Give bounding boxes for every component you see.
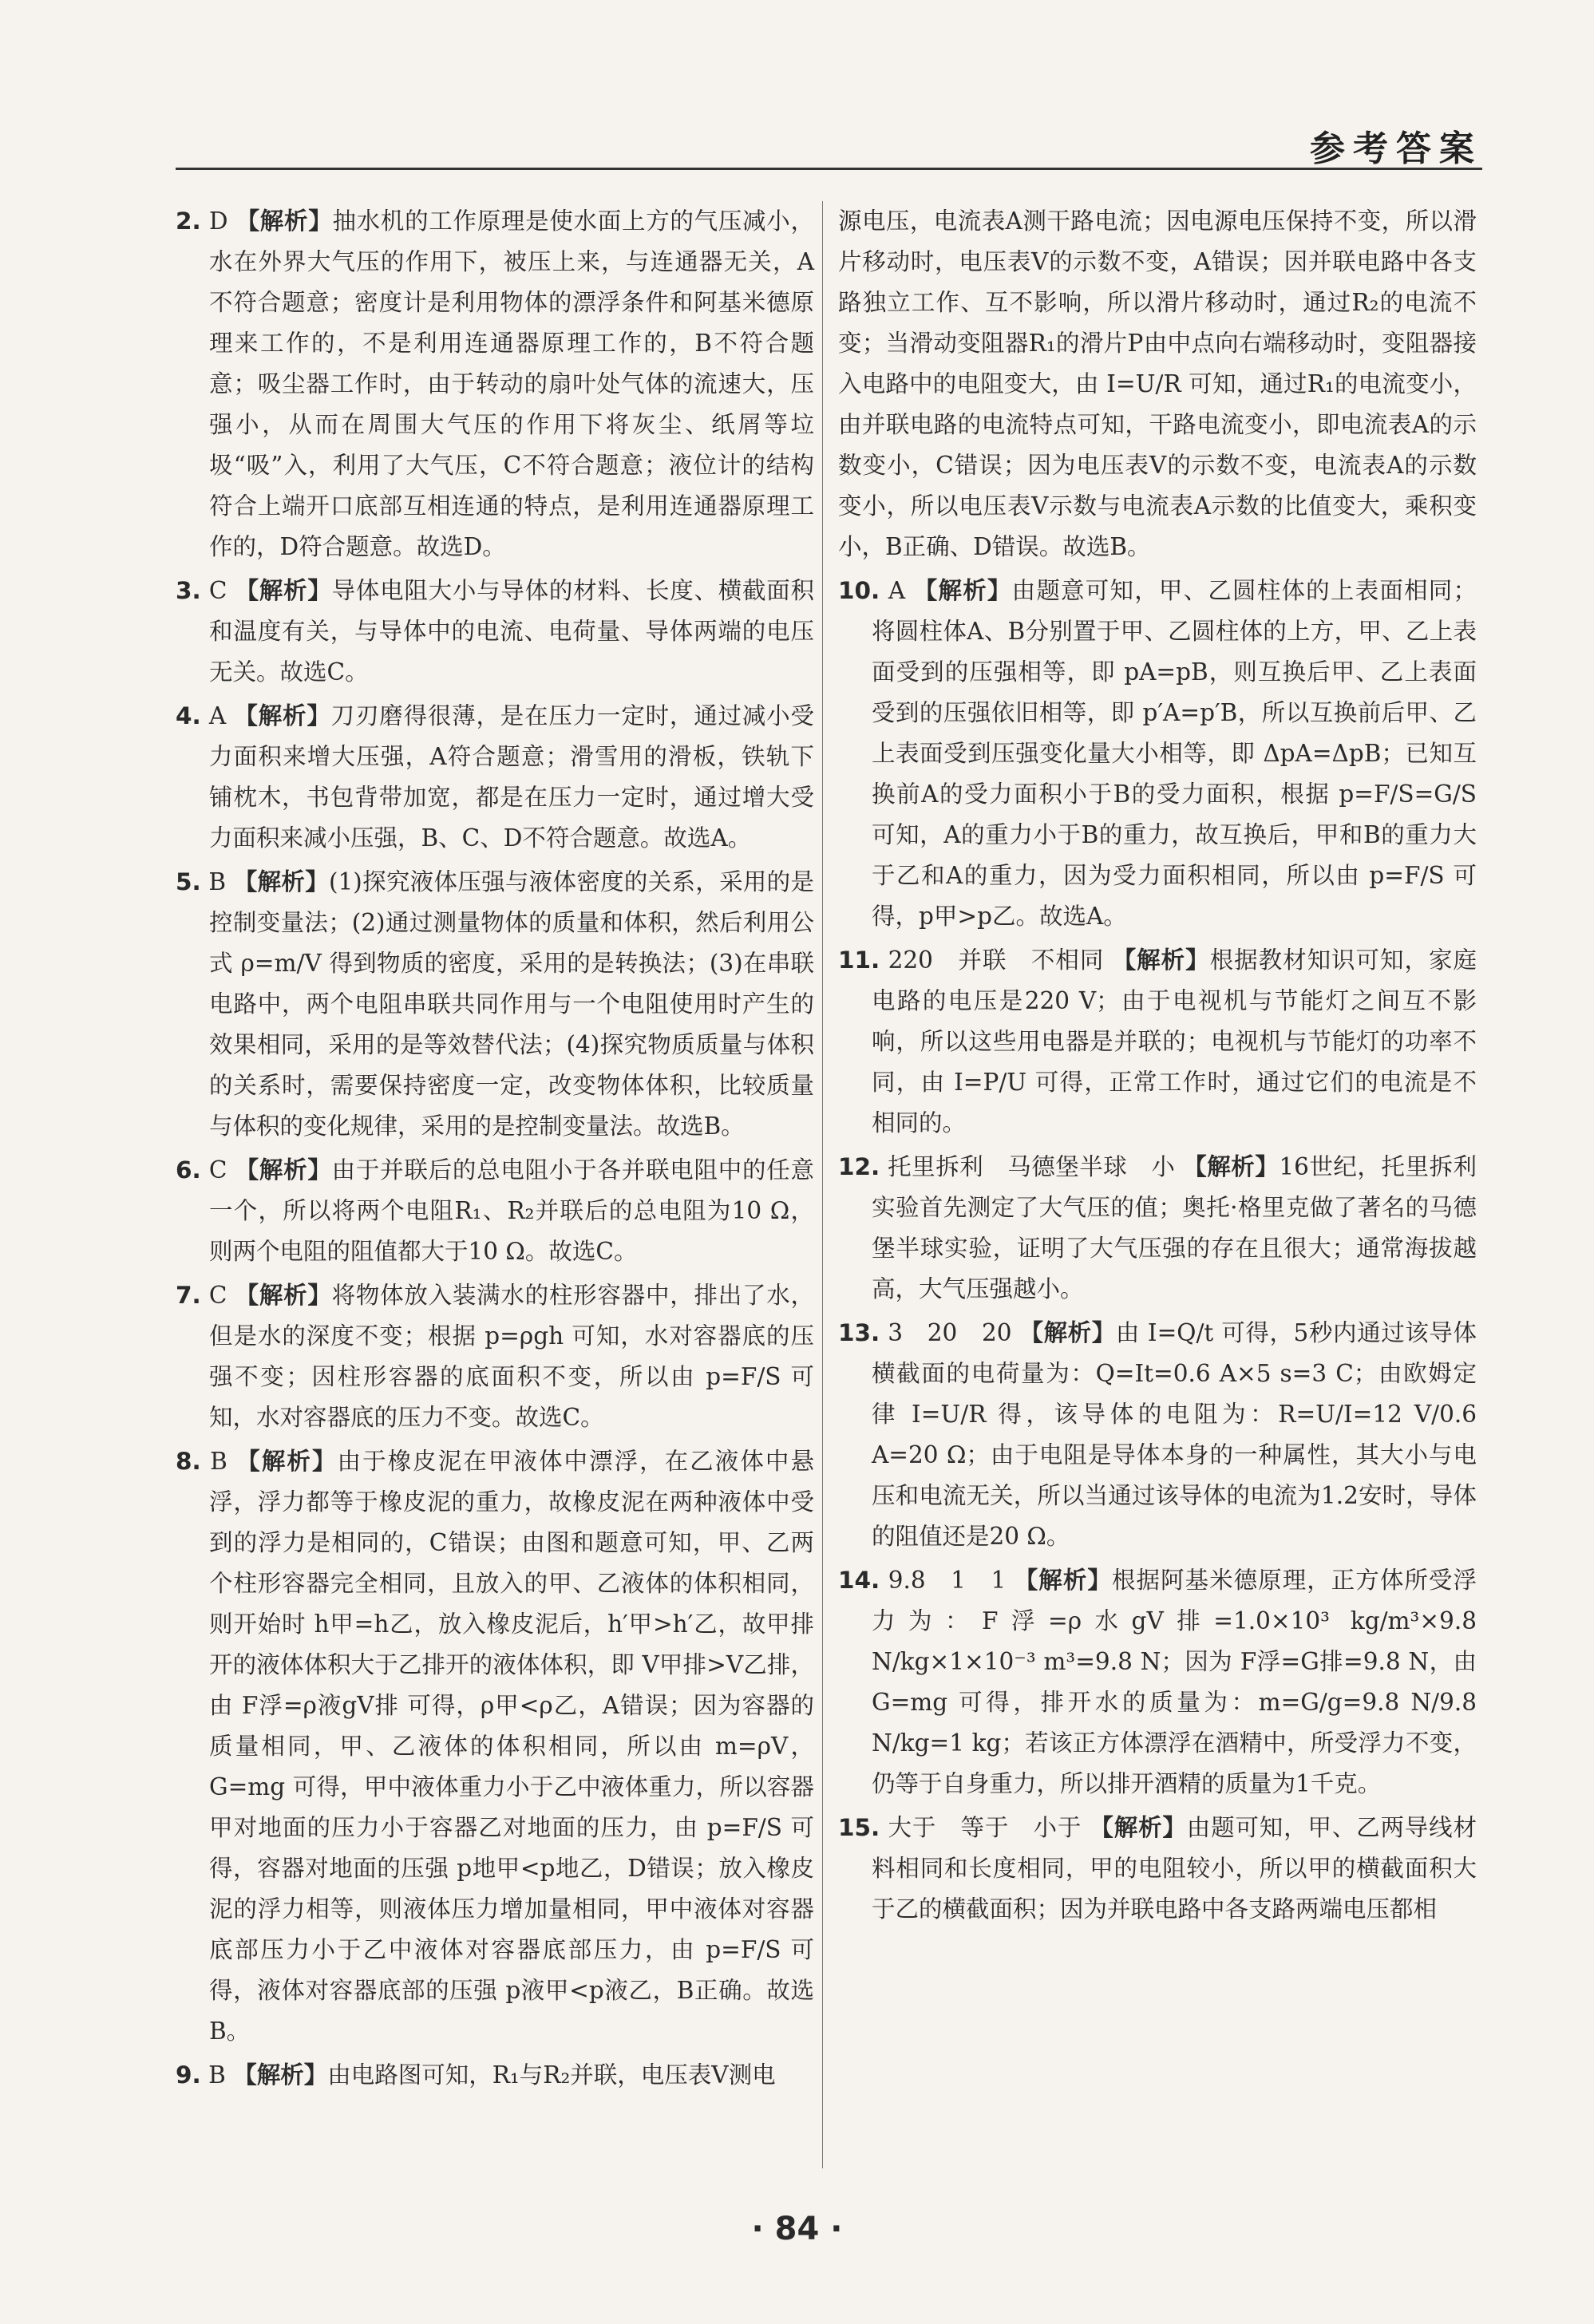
analysis-tag: 【解析】 bbox=[234, 702, 331, 729]
answer-choice: 托里拆利 马德堡半球 小 bbox=[888, 1153, 1176, 1180]
question-number: 2. bbox=[176, 208, 201, 235]
answer-text: 由题意可知，甲、乙圆柱体的上表面相同；将圆柱体A、B分别置于甲、乙圆柱体的上方，甲、乙上表面受到的压强相等，即 pA=pB，则互换后甲、乙上表面受到的压强依旧相等，即 p′A=p′B，所以互换前后甲、乙上表面受到压强变化量大小相等，即 ΔpA=ΔpB；已知互换前A的受力面积小于B的受力面积，根据 p=F/S=G/S 可知，A的重力小于B的重力，故互换后，甲和B的重力大于乙和A的重力，因为受力面积相同，所以由 p=F/S 可得，p甲>p乙。故选A。 bbox=[872, 577, 1477, 930]
answer-text: (1)探究液体压强与液体密度的关系，采用的是控制变量法；(2)通过测量物体的质量和体积，然后利用公式 ρ=m/V 得到物质的密度，采用的是转换法；(3)在串联电路中，两个电阻串联共同作用与一个电阻使用时产生的效果相同，采用的是等效替代法；(4)探究物质质量与体积的关系时，需要保持密度一定，改变物体体积，比较质量与体积的变化规律，采用的是控制变量法。故选B。 bbox=[209, 868, 814, 1140]
answer-text: 由电路图可知，R₁与R₂并联，电压表V测电 bbox=[327, 2061, 776, 2089]
analysis-tag: 【解析】 bbox=[1183, 1153, 1280, 1180]
question-number: 12. bbox=[838, 1153, 880, 1180]
answer-choice: C bbox=[208, 1156, 227, 1184]
answer-text: 16世纪，托里拆利实验首先测定了大气压的值；奥托·格里克做了著名的马德堡半球实验，证明了大气压强的存在且很大；通常海拔越高，大气压强越小。 bbox=[872, 1153, 1477, 1302]
question-number: 11. bbox=[838, 947, 880, 974]
analysis-tag: 【解析】 bbox=[235, 1156, 332, 1184]
answer-choice: A bbox=[888, 577, 906, 604]
analysis-tag: 【解析】 bbox=[1019, 1319, 1116, 1346]
question-number: 8. bbox=[176, 1448, 201, 1475]
answer-choice: D bbox=[208, 208, 228, 235]
analysis-tag: 【解析】 bbox=[1014, 1567, 1112, 1594]
answer-item bbox=[176, 696, 814, 859]
question-number: 3. bbox=[176, 577, 201, 604]
answer-continuation bbox=[838, 201, 1477, 567]
right-column bbox=[838, 201, 1477, 1933]
answer-text: 刀刃磨得很薄，是在压力一定时，通过减小受力面积来增大压强，A符合题意；滑雪用的滑板，铁轨下铺枕木，书包背带加宽，都是在压力一定时，通过增大受力面积来减小压强，B、C、D不符合题意。故选A。 bbox=[209, 702, 814, 852]
header-rule bbox=[176, 168, 1482, 170]
answer-text: 将物体放入装满水的柱形容器中，排出了水，但是水的深度不变；根据 p=ρgh 可知，水对容器底的压强不变；因柱形容器的底面积不变，所以由 p=F/S 可知，水对容器底的压力不变。故选C。 bbox=[209, 1282, 814, 1431]
question-number: 7. bbox=[176, 1282, 201, 1309]
answer-item bbox=[176, 1441, 814, 2052]
question-number: 15. bbox=[838, 1814, 880, 1841]
answer-text: 由于橡皮泥在甲液体中漂浮，在乙液体中悬浮，浮力都等于橡皮泥的重力，故橡皮泥在两种液体中受到的浮力是相同的，C错误；由图和题意可知，甲、乙两个柱形容器完全相同，且放入的甲、乙液体的体积相同，则开始时 h甲=h乙，放入橡皮泥后，h′甲>h′乙，故甲排开的液体体积大于乙排开的液体体积，即 V甲排>V乙排，由 F浮=ρ液gV排 可得，ρ甲<ρ乙，A错误；因为容器的质量相同，甲、乙液体的体积相同，所以由 m=ρV，G=mg 可得，甲中液体重力小于乙中液体重力，所以容器甲对地面的压力小于容器乙对地面的压力，由 p=F/S 可得，容器对地面的压强 p地甲<p地乙，D错误；放入橡皮泥的浮力相等，则液体压力增加量相同，甲中液体对容器底部压力小于乙中液体对容器底部压力，由 p=F/S 可得，液体对容器底部的压强 p液甲<p液乙，B正确。故选B。 bbox=[209, 1448, 814, 2045]
analysis-tag: 【解析】 bbox=[235, 208, 333, 235]
analysis-tag: 【解析】 bbox=[233, 868, 329, 895]
answer-item bbox=[838, 1560, 1477, 1804]
answer-choice: B bbox=[208, 2061, 226, 2089]
question-number: 13. bbox=[838, 1319, 880, 1346]
answer-item bbox=[176, 571, 814, 693]
answer-text: 抽水机的工作原理是使水面上方的气压减小，水在外界大气压的作用下，被压上来，与连通器无关，A不符合题意；密度计是利用物体的漂浮条件和阿基米德原理来工作的，不是利用连通器原理工作的，B不符合题意；吸尘器工作时，由于转动的扇叶处气体的流速大，压强小，从而在周围大气压的作用下将灰尘、纸屑等垃圾“吸”入，利用了大气压，C不符合题意；液位计的结构符合上端开口底部互相连通的特点，是利用连通器原理工作的，D符合题意。故选D。 bbox=[209, 208, 814, 560]
answer-choice: B bbox=[210, 1448, 227, 1475]
question-number: 6. bbox=[176, 1156, 201, 1184]
answer-item bbox=[838, 940, 1477, 1144]
answer-choice: B bbox=[208, 868, 227, 895]
answer-choice: 220 并联 不相同 bbox=[888, 947, 1105, 974]
column-divider bbox=[822, 201, 823, 2168]
question-number: 5. bbox=[176, 868, 201, 895]
analysis-tag: 【解析】 bbox=[1090, 1814, 1187, 1841]
answer-choice: A bbox=[208, 702, 227, 729]
answer-text: 根据阿基米德原理，正方体所受浮力为：F浮=ρ水gV排=1.0×10³ kg/m³×9.8 N/kg×1×10⁻³ m³=9.8 N；因为 F浮=G排=9.8 N，由 G=mg 可得，排开水的质量为：m=G/g=9.8 N/9.8 N/kg=1 kg；若该正方体漂浮在酒精中，所受浮力不变，仍等于自身重力，所以排开酒精的质量为1千克。 bbox=[872, 1567, 1477, 1797]
answer-item bbox=[176, 2055, 814, 2096]
answer-choice: C bbox=[208, 1282, 227, 1309]
answer-item bbox=[176, 862, 814, 1147]
question-number: 9. bbox=[176, 2061, 201, 2089]
answer-text: 根据教材知识可知，家庭电路的电压是220 V；由于电视机与节能灯之间互不影响，所以这些用电器是并联的；电视机与节能灯的功率不同，由 I=P/U 可得，正常工作时，通过它们的电流是不相同的。 bbox=[872, 947, 1477, 1136]
answer-item bbox=[838, 1808, 1477, 1930]
answer-text: 源电压，电流表A测干路电流；因电源电压保持不变，所以滑片移动时，电压表V的示数不变，A错误；因并联电路中各支路独立工作、互不影响，所以滑片移动时，通过R₂的电流不变；当滑动变阻器R₁的滑片P由中点向右端移动时，变阻器接入电路中的电阻变大，由 I=U/R 可知，通过R₁的电流变小，由并联电路的电流特点可知，干路电流变小，即电流表A的示数变小，C错误；因为电压表V的示数不变，电流表A的示数变小，所以电压表V示数与电流表A示数的比值变大，乘积变小，B正确、D错误。故选B。 bbox=[838, 208, 1477, 560]
left-column bbox=[176, 201, 814, 2099]
answer-text: 由于并联后的总电阻小于各并联电阻中的任意一个，所以将两个电阻R₁、R₂并联后的总电阻为10 Ω，则两个电阻的阻值都大于10 Ω。故选C。 bbox=[209, 1156, 814, 1265]
answer-choice: 9.8 1 1 bbox=[888, 1567, 1007, 1594]
answer-choice: 大于 等于 小于 bbox=[888, 1814, 1082, 1841]
answer-item bbox=[838, 571, 1477, 937]
answer-item bbox=[176, 1275, 814, 1438]
answer-item bbox=[176, 201, 814, 567]
answer-item bbox=[176, 1150, 814, 1272]
analysis-tag: 【解析】 bbox=[236, 1448, 338, 1475]
answer-item bbox=[838, 1313, 1477, 1557]
answer-text: 由 I=Q/t 可得，5秒内通过该导体横截面的电荷量为：Q=It=0.6 A×5 s=3 C；由欧姆定律 I=U/R 得，该导体的电阻为：R=U/I=12 V/0.6 A=20 Ω；由于电阻是导体本身的一种属性，其大小与电压和电流无关，所以当通过该导体的电流为1.2安时，导体的阻值还是20 Ω。 bbox=[872, 1319, 1477, 1550]
answer-item bbox=[838, 1147, 1477, 1310]
page-header-title: 参考答案 bbox=[1310, 128, 1482, 169]
analysis-tag: 【解析】 bbox=[913, 577, 1012, 604]
analysis-tag: 【解析】 bbox=[233, 2061, 328, 2089]
answer-text: 由题可知，甲、乙两导线材料相同和长度相同，甲的电阻较小，所以甲的横截面积大于乙的横截面积；因为并联电路中各支路两端电压都相 bbox=[872, 1814, 1477, 1923]
answer-choice: 3 20 20 bbox=[888, 1319, 1012, 1346]
answer-choice: C bbox=[208, 577, 227, 604]
question-number: 14. bbox=[838, 1567, 880, 1594]
answer-text: 导体电阻大小与导体的材料、长度、横截面积和温度有关，与导体中的电流、电荷量、导体两端的电压无关。故选C。 bbox=[209, 577, 814, 686]
analysis-tag: 【解析】 bbox=[235, 1282, 332, 1309]
analysis-tag: 【解析】 bbox=[235, 577, 332, 604]
question-number: 4. bbox=[176, 702, 201, 729]
analysis-tag: 【解析】 bbox=[1112, 947, 1210, 974]
page-number: · 84 · bbox=[751, 2211, 843, 2247]
question-number: 10. bbox=[838, 577, 880, 604]
